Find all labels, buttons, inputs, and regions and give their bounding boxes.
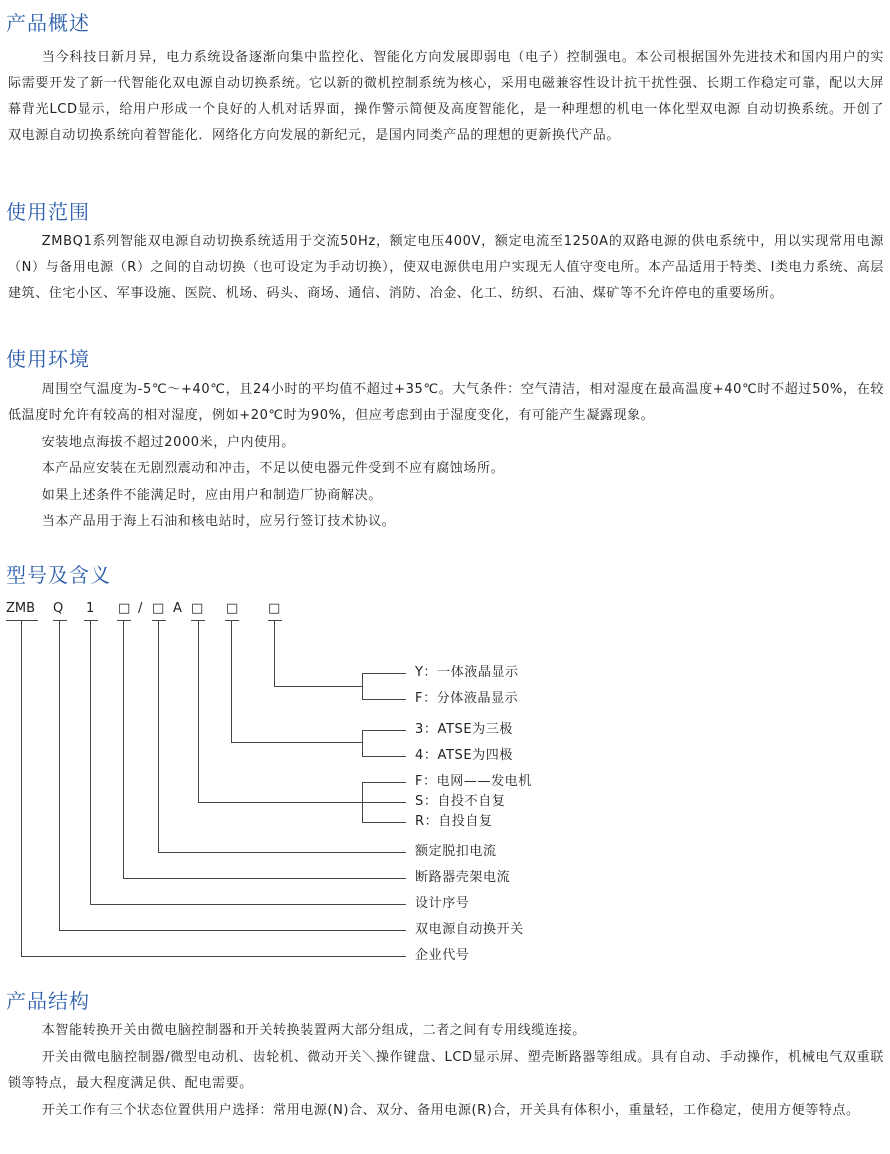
connector-line [231, 621, 232, 742]
code-box-frame: □ [118, 601, 131, 616]
label-rated-trip-current: 额定脱扣电流 [415, 844, 497, 859]
code-slash: / [138, 601, 143, 616]
connector-line [362, 782, 406, 783]
connector-line [198, 802, 362, 803]
section-title-structure: 产品结构 [6, 989, 90, 1013]
connector-line [158, 852, 406, 853]
connector-line [21, 956, 406, 957]
connector-line [158, 621, 159, 852]
code-box-mode: □ [191, 601, 204, 616]
code-underline [152, 620, 166, 621]
code-underline [225, 620, 239, 621]
code-1: 1 [86, 601, 95, 616]
label-dual-power-switch: 双电源自动换开关 [415, 922, 524, 937]
structure-text-2: 开关由微电脑控制器/微型电动机、齿轮机、微动开关＼操作键盘、LCD显示屏、塑壳断路器等组成。具有自动、手动操作，机械电气双重联锁等特点，最大程度满足供、配电需要。 [8, 1050, 884, 1091]
environment-text-3: 本产品应安装在无剧烈震动和冲击，不足以使电器元件受到不应有腐蚀场所。 [41, 461, 505, 476]
label-auto-return: R：自投自复 [415, 814, 493, 829]
connector-line [362, 730, 363, 756]
overview-text: 当今科技日新月异，电力系统设备逐渐向集中监控化、智能化方向发展即弱电（电子）控制强电。本公司根据国外先进技术和国内用户的实际需要开发了新一代智能化双电源自动切换系统。它以新的微机控制系统为核心，采用电磁兼容性设计抗干扰性强、长期工作稳定可靠，配以大屏幕背光LCD显示，给用户形成一个良好的人机对话界面，操作警示简便及高度智能化，是一种理想的机电一体化型双电源 自动切换系统。开创了双电源自动切换系统向着智能化．网络化方向发展的新纪元，是国内同类产品的理想的更新换代产品。 [8, 50, 884, 143]
environment-text-1: 周围空气温度为-5℃～+40℃，且24小时的平均值不超过+35℃。大气条件：空气清洁，相对湿度在最高温度+40℃时不超过50%，在较低温度时允许有较高的相对湿度，例如+20℃时为90%，但应考虑到由于湿度变化，有可能产生凝露现象。 [8, 382, 884, 423]
code-zmb: ZMB [6, 601, 36, 616]
section-title-model: 型号及含义 [6, 563, 111, 587]
label-split-lcd: F：分体液晶显示 [415, 691, 519, 706]
code-q: Q [53, 601, 64, 616]
scope-text: ZMBQ1系列智能双电源自动切换系统适用于交流50Hz，额定电压400V，额定电流至1250A的双路电源的供电系统中，用以实现常用电源（N）与备用电源（R）之间的自动切换（也可设定为手动切换），使双电源供电用户实现无人值守变电所。本产品适用于特类、I类电力系统、高层建筑、住宅小区、军事设施、医院、机场、码头、商场、通信、消防、冶金、化工、纺织、石油、煤矿等不允许停电的重要场所。 [8, 234, 884, 301]
connector-line [362, 699, 406, 700]
connector-line [274, 621, 275, 686]
connector-line [274, 686, 362, 687]
code-underline [6, 620, 38, 621]
label-auto-no-return: S：自投不自复 [415, 794, 506, 809]
section-title-environment: 使用环境 [6, 347, 90, 371]
connector-line [123, 621, 124, 878]
connector-line [198, 621, 199, 802]
label-four-pole: 4：ATSE为四极 [415, 748, 513, 763]
connector-line [362, 730, 406, 731]
code-underline [53, 620, 67, 621]
connector-line [362, 673, 363, 699]
label-three-pole: 3：ATSE为三极 [415, 722, 513, 737]
label-frame-current: 断路器壳架电流 [415, 870, 511, 885]
connector-line [362, 756, 406, 757]
label-integrated-lcd: Y：一体液晶显示 [415, 665, 519, 680]
connector-line [362, 673, 406, 674]
connector-line [231, 742, 362, 743]
connector-line [362, 822, 406, 823]
environment-text-5: 当本产品用于海上石油和核电站时，应另行签订技术协议。 [41, 514, 396, 529]
section-title-overview: 产品概述 [6, 11, 90, 35]
code-box-display: □ [268, 601, 281, 616]
environment-text-2: 安装地点海拔不超过2000米，户内使用。 [41, 435, 295, 450]
section-title-scope: 使用范围 [6, 200, 90, 224]
code-underline [117, 620, 131, 621]
code-underline [268, 620, 282, 621]
structure-text-1: 本智能转换开关由微电脑控制器和开关转换装置两大部分组成，二者之间有专用线缆连接。 [41, 1023, 586, 1038]
label-design-number: 设计序号 [415, 896, 470, 911]
structure-text-3: 开关工作有三个状态位置供用户选择：常用电源(N)合、双分、备用电源(R)合，开关具有体积小，重量轻，工作稳定，使用方便等特点。 [41, 1103, 860, 1118]
connector-line [362, 802, 406, 803]
connector-line [90, 904, 406, 905]
connector-line [59, 930, 406, 931]
code-box-poles: □ [226, 601, 239, 616]
code-box-rated: □ [152, 601, 165, 616]
label-company-code: 企业代号 [415, 948, 470, 963]
code-underline [84, 620, 98, 621]
environment-text-4: 如果上述条件不能满足时，应由用户和制造厂协商解决。 [41, 488, 382, 503]
connector-line [123, 878, 406, 879]
connector-line [90, 621, 91, 904]
code-a: A [173, 601, 182, 616]
connector-line [21, 621, 22, 956]
label-grid-generator: F：电网——发电机 [415, 774, 532, 789]
connector-line [59, 621, 60, 930]
